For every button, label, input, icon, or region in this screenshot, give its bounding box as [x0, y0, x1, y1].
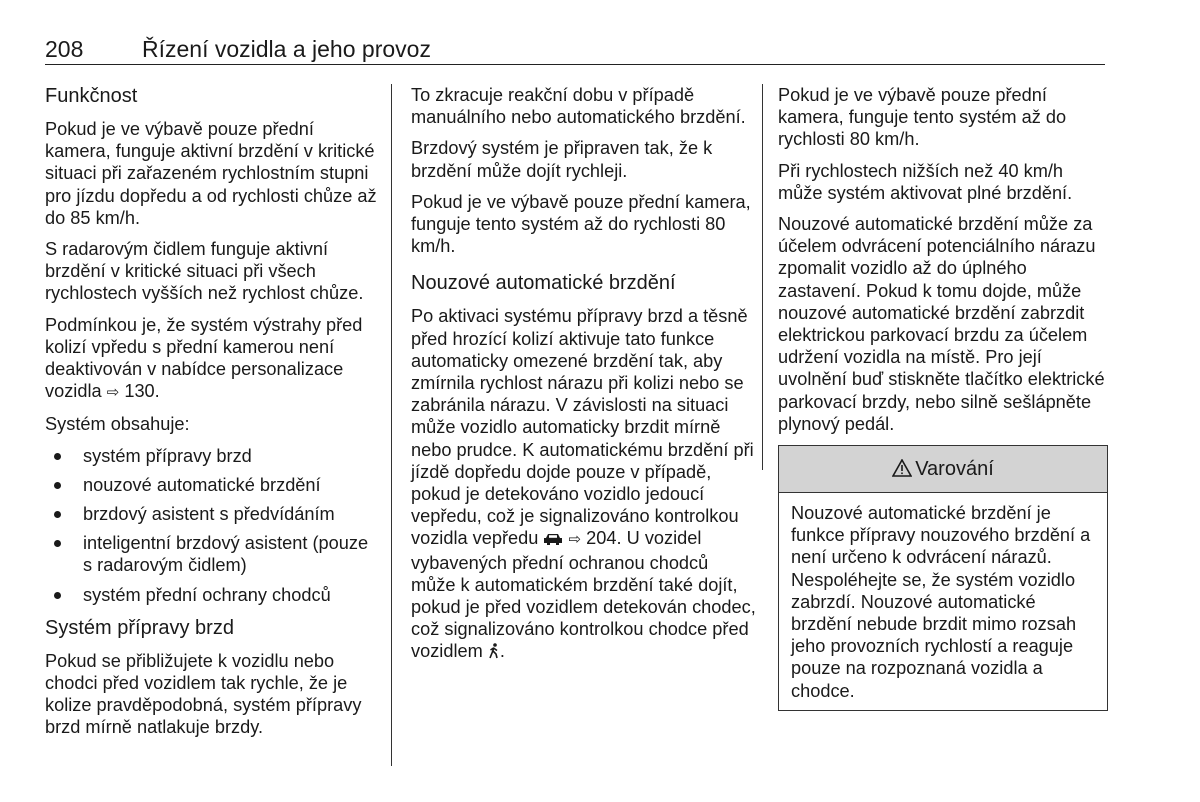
paragraph: Pokud je ve výbavě pouze přední kamera, funguje tento systém až do rychlosti 80 km/h. — [411, 191, 751, 257]
warning-triangle-icon — [892, 446, 912, 492]
column-divider — [391, 84, 392, 766]
bullet-icon — [54, 592, 61, 599]
paragraph: S radarovým čidlem funguje aktivní brzdění v kritické situaci při všech rychlostech vyšších než rychlost chůze. — [45, 239, 364, 304]
paragraph: To zkracuje reakční dobu v případě manuálního nebo automatického brzdění. — [411, 85, 746, 128]
warning-header — [779, 446, 1107, 493]
paragraph: Nouzové automatické brzdění může za účelem odvrácení potenciálního nárazu zpomalit vozidlo až do úplného zastavení. Pokud k tomu dojde, může nouzové automatické brzdění zabrzdit elektrickou parkovací brzdu za účelem udržení vozidla na místě. Pro její uvolnění buď stiskněte tlačítko elektrické parkovací brzdy, nebo silně sešlápněte plynový pedál. — [778, 214, 1105, 434]
column-divider — [762, 84, 763, 470]
paragraph: Systém obsahuje: — [45, 414, 190, 435]
column-left — [45, 84, 380, 748]
pedestrian-icon — [488, 642, 500, 664]
bullet-icon — [54, 453, 61, 460]
paragraph: Pokud je ve výbavě pouze přední kamera, funguje tento systém až do rychlosti 80 km/h. — [778, 85, 1067, 150]
list-item: systém přední ochrany chodců — [45, 584, 380, 606]
paragraph: Pokud je ve výbavě pouze přední kamera, funguje aktivní brzdění v kritické situaci při zařazeném rychlostním stupni pro jízdu dopředu a od rychlosti chůze až do 85 km/h. — [45, 119, 377, 228]
paragraph: Podmínkou je, že systém výstrahy před kolizí vpředu s přední kamerou není deaktivován v nabídce personalizace vozidla ⇨ 130. — [45, 314, 363, 402]
bullet-icon — [54, 482, 61, 489]
page-ref-arrow-icon: ⇨ — [106, 384, 120, 402]
heading-system-pripravy-brzd: Systém přípravy brzd — [45, 616, 234, 639]
page-header — [45, 36, 1105, 65]
warning-title: Varování — [915, 458, 994, 481]
chapter-title: Řízení vozidla a jeho provoz — [142, 36, 431, 62]
list-item: inteligentní brzdový asistent (pouze s radarovým čidlem) — [45, 532, 380, 576]
page-ref-arrow-icon: ⇨ — [568, 531, 582, 549]
column-right — [778, 84, 1108, 711]
list-item: nouzové automatické brzdění — [45, 474, 380, 496]
page-number: 208 — [45, 36, 84, 62]
paragraph: Pokud se přibližujete k vozidlu nebo chodci před vozidlem tak rychle, že je kolize pravděpodobná, systém přípravy brzd mírně natlakuje brzdy. — [45, 650, 362, 738]
paragraph: Po aktivaci systému přípravy brzd a těsně před hrozící kolizí aktivuje tato funkce automaticky omezené brzdění tak, aby zmírnila rychlost nárazu při kolizi nebo se zabránila nárazu. V závislosti na situaci může vozidlo automaticky brzdit mírně nebo prudce. K automatickému brzdění při jízdě dopředu dojde pouze v případě, pokud je detekováno vozidlo jedoucí vepředu, což je signalizováno kontrolkou vozidla vepředu ⇨ 204. U vozidel vybavených přední ochranou chodců může k automatickém brzdění také dojít, pokud je před vozidlem detekován chodec, což signalizováno kontrolkou chodce před vozidlem . — [411, 305, 756, 664]
bullet-icon — [54, 511, 61, 518]
list-item: brzdový asistent s předvídáním — [45, 503, 380, 525]
warning-box — [778, 445, 1108, 711]
feature-list — [45, 445, 380, 606]
paragraph: Při rychlostech nižších než 40 km/h může systém aktivovat plné brzdění. — [778, 160, 1073, 203]
page-reference: 130. — [124, 381, 160, 402]
column-middle — [411, 84, 756, 674]
vehicle-ahead-icon — [543, 529, 563, 551]
page-reference: 204. — [586, 528, 622, 549]
bullet-icon — [54, 540, 61, 547]
warning-text: Nouzové automatické brzdění je funkce přípravy nouzového brzdění a není určeno k odvrácení nárazů. Nespoléhejte se, že systém vozidlo zabrzdí. Nouzové automatické brzdění nebude brzdit mimo rozsah jeho provozních rychlostí a reaguje pouze na rozpoznaná vozidla a chodce. — [791, 503, 1091, 701]
list-item: systém přípravy brzd — [45, 445, 380, 467]
heading-nouzove-brzdeni: Nouzové automatické brzdění — [411, 272, 676, 295]
paragraph: Brzdový systém je připraven tak, že k brzdění může dojít rychleji. — [411, 138, 713, 181]
heading-funkcnost: Funkčnost — [45, 85, 138, 107]
